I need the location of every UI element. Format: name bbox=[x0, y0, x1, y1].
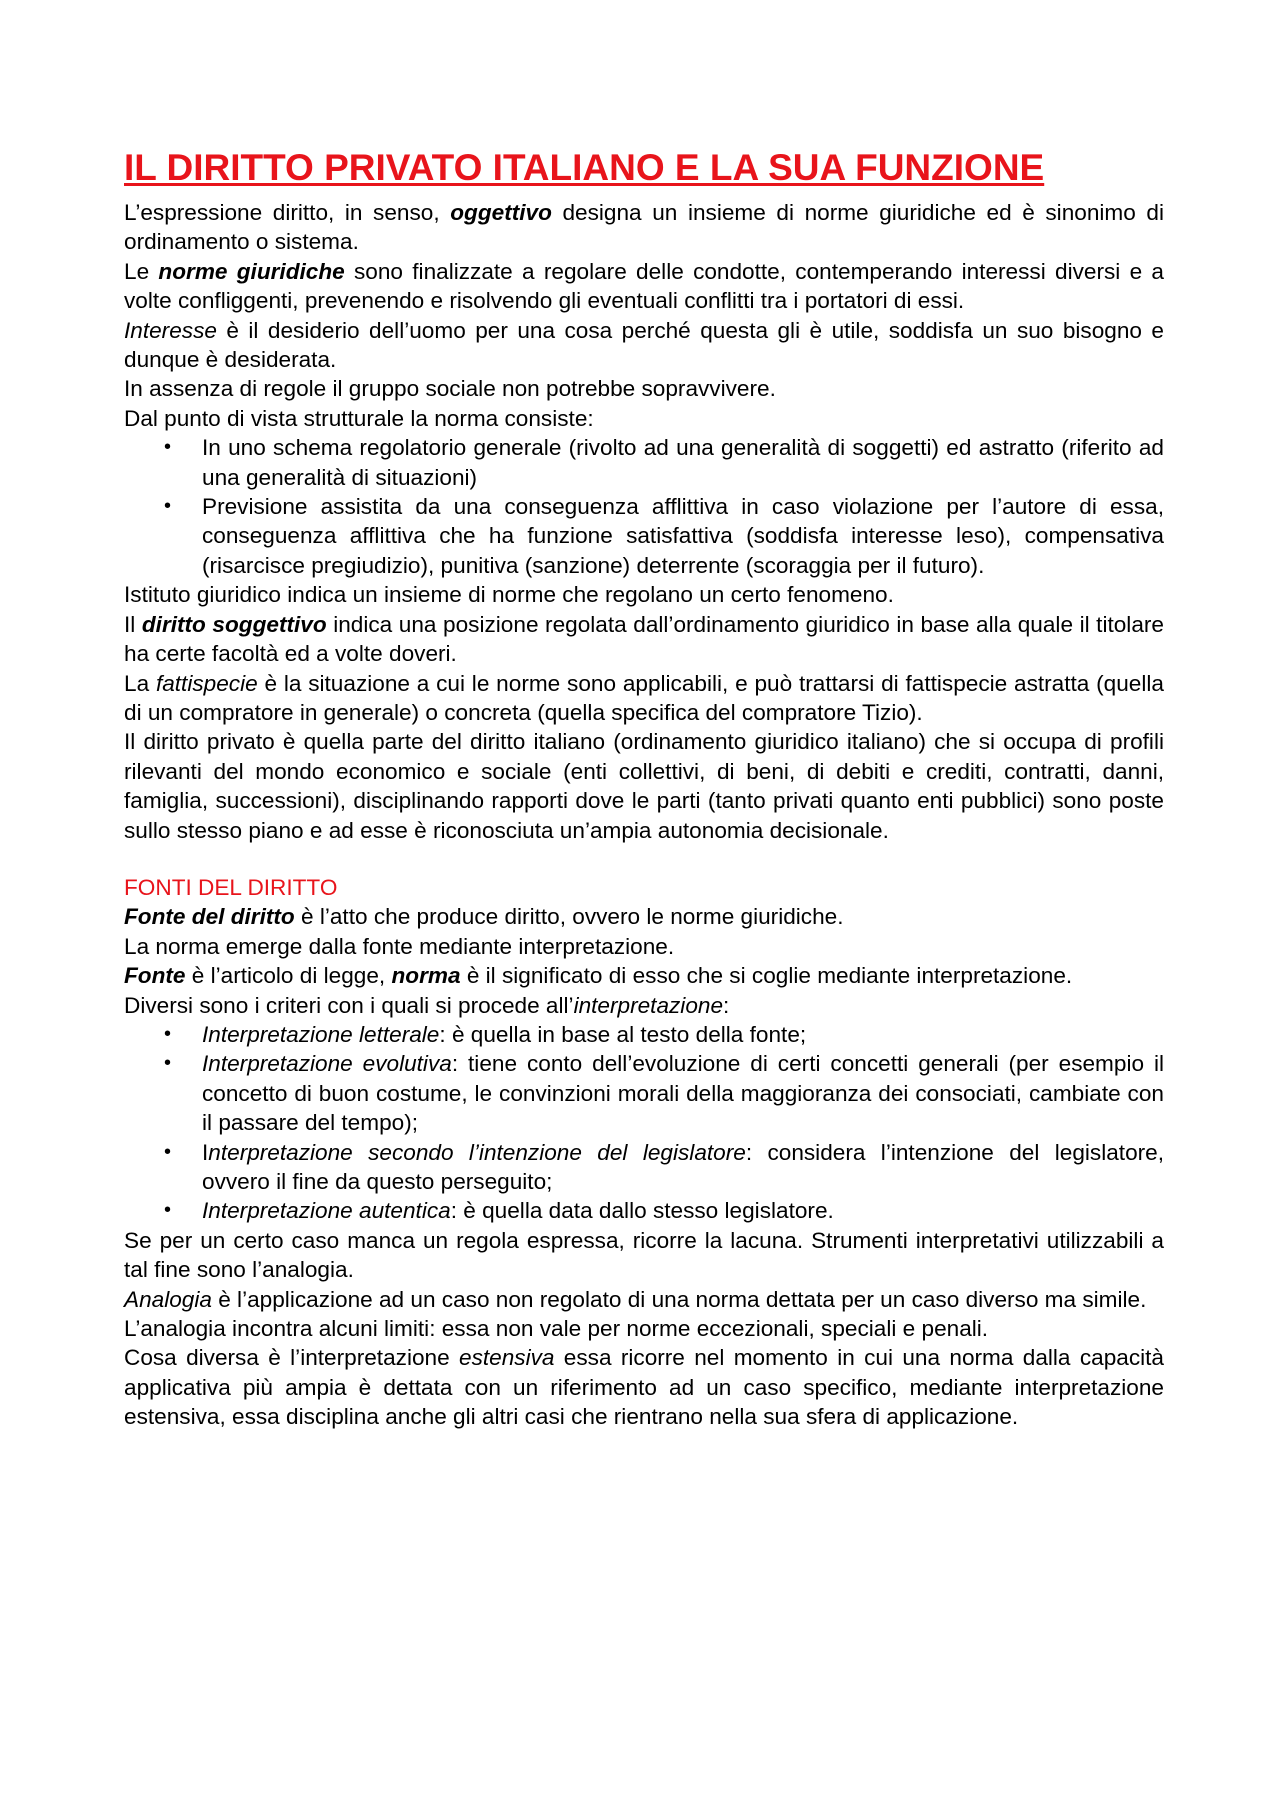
term-interpretazione: interpretazione bbox=[573, 992, 724, 1018]
paragraph-estensiva bbox=[124, 1343, 1164, 1431]
term-estensiva: estensiva bbox=[459, 1345, 555, 1371]
text-segment: è l’atto che produce diritto, ovvero le norme giuridiche. bbox=[294, 904, 844, 930]
term-fattispecie: fattispecie bbox=[155, 670, 258, 696]
paragraph-diritto-privato: Il diritto privato è quella parte del diritto italiano (ordinamento giuridico italiano) che si occupa di profili rilevanti del mondo economico e sociale (enti collettivi, di beni, di debiti e crediti, contratti, danni, famiglia, successioni), disciplinando rapporti dove le parti (tanto privati quanto enti pubblici) sono poste sullo stesso piano e ad esse è riconosciuta un’ampia autonomia decisionale. bbox=[124, 729, 1164, 843]
list-item-term: nterpretazione secondo l’intenzione del legislatore bbox=[208, 1139, 746, 1165]
paragraph-diritto-soggettivo bbox=[124, 610, 1164, 669]
term-analogia: Analogia bbox=[124, 1286, 212, 1312]
text-segment: Il bbox=[124, 611, 142, 637]
list-item: • In uno schema regolatorio generale (rivolto ad una generalità di soggetti) ed astratto (riferito ad una generalità di situazioni) bbox=[202, 433, 1164, 492]
term-norme-giuridiche: norme giuridiche bbox=[158, 258, 345, 284]
paragraph-punto-di-vista: Dal punto di vista strutturale la norma consiste: bbox=[124, 405, 594, 431]
list-item bbox=[202, 1020, 1164, 1049]
document-page bbox=[124, 146, 1164, 1432]
paragraph-fonte-del-diritto bbox=[124, 902, 1164, 931]
term-diritto-soggettivo: diritto soggettivo bbox=[141, 611, 327, 637]
text-segment: : bbox=[723, 992, 730, 1018]
list-item-term: Interpretazione letterale bbox=[202, 1021, 440, 1047]
paragraph-criteri bbox=[124, 991, 1164, 1020]
text-segment: è il desiderio dell’uomo per una cosa perché questa gli è utile, soddisfa un suo bisogno e dunque è desiderata. bbox=[124, 317, 1164, 373]
paragraph-lacuna: Se per un certo caso manca un regola espressa, ricorre la lacuna. Strumenti interpretativi utilizzabili a tal fine sono l’analogia. bbox=[124, 1227, 1164, 1283]
list-item bbox=[202, 1138, 1164, 1197]
list-item-text: : tiene conto dell’evoluzione di certi concetti generali (per esempio il concetto di buon costume, le convinzioni morali della maggioranza dei consociati, cambiate con il passare del tempo); bbox=[202, 1051, 1164, 1136]
paragraph-limiti-analogia: L’analogia incontra alcuni limiti: essa non vale per norme eccezionali, speciali e penali. bbox=[124, 1316, 989, 1342]
text-segment: Le bbox=[124, 258, 159, 284]
paragraph-norme-giuridiche bbox=[124, 257, 1164, 316]
text-segment: indica una posizione regolata dall’ordinamento giuridico in base alla quale il titolare ha certe facoltà ed a volte doveri. bbox=[124, 611, 1164, 667]
paragraph-fonte-norma bbox=[124, 961, 1164, 990]
paragraph-istituto-giuridico: Istituto giuridico indica un insieme di norme che regolano un certo fenomeno. bbox=[124, 582, 894, 608]
term-oggettivo: oggettivo bbox=[450, 200, 552, 225]
list-item-text: : è quella data dallo stesso legislatore. bbox=[450, 1198, 834, 1224]
list-criteri-interpretazione bbox=[124, 1020, 1164, 1226]
text-segment: La bbox=[124, 670, 156, 696]
text-segment: è l’applicazione ad un caso non regolato di una norma dettata per un caso diverso ma simile. bbox=[211, 1286, 1147, 1312]
list-item-text: : considera l’intenzione del legislatore, ovvero il fine da questo perseguito; bbox=[202, 1139, 1164, 1194]
section-heading-fonti: FONTI DEL DIRITTO bbox=[124, 874, 338, 900]
text-segment: Cosa diversa è l’interpretazione bbox=[124, 1345, 459, 1371]
paragraph-analogia bbox=[124, 1285, 1164, 1314]
list-item: • Previsione assistita da una conseguenza afflittiva in caso violazione per l’autore di essa, conseguenza afflittiva che ha funzione satisfattiva (soddisfa interesse leso), compensativa (risarcisce pregiudizio), punitiva (sanzione) deterrente (scoraggia per il futuro). bbox=[202, 492, 1164, 580]
text-segment: L’espressione diritto, in senso, bbox=[124, 200, 451, 225]
text-segment: è la situazione a cui le norme sono applicabili, e può trattarsi di fattispecie astratta (quella di un compratore in generale) o concreta (quella specifica del compratore Tizio). bbox=[124, 670, 1164, 725]
text-segment: è l’articolo di legge, bbox=[185, 963, 392, 989]
list-item-term: Interpretazione evolutiva bbox=[202, 1051, 452, 1077]
term-fonte-del-diritto: Fonte del diritto bbox=[124, 904, 295, 930]
paragraph-interesse bbox=[124, 316, 1164, 375]
term-norma: norma bbox=[391, 963, 461, 989]
text-segment: Diversi sono i criteri con i quali si procede all’ bbox=[124, 992, 574, 1018]
list-item-term: Interpretazione autentica bbox=[202, 1198, 451, 1224]
text-segment: essa ricorre nel momento in cui una norma dalla capacità applicativa più ampia è dettata con un riferimento ad un caso specifico, mediante interpretazione estensiva, essa disciplina anche gli altri casi che rientrano nella sua sfera di applicazione. bbox=[124, 1345, 1164, 1430]
term-interesse: Interesse bbox=[124, 317, 217, 343]
paragraph-assenza-regole: In assenza di regole il gruppo sociale non potrebbe sopravvivere. bbox=[124, 376, 776, 402]
list-item-text: : è quella in base al testo della fonte; bbox=[439, 1021, 807, 1047]
term-fonte: Fonte bbox=[124, 963, 186, 989]
list-item bbox=[202, 1049, 1164, 1137]
text-segment: sono finalizzate a regolare delle condotte, contemperando interessi diversi e a volte confliggenti, prevenendo e risolvendo gli eventuali conflitti tra i portatori di essi. bbox=[124, 258, 1164, 314]
page-title: IL DIRITTO PRIVATO ITALIANO E LA SUA FUNZIONE bbox=[124, 147, 1045, 188]
list-item bbox=[202, 1196, 1164, 1225]
list-item-lead: I bbox=[202, 1139, 209, 1165]
paragraph-diritto-oggettivo bbox=[124, 198, 1164, 257]
list-struttura-norma bbox=[124, 433, 1164, 580]
text-segment: designa un insieme di norme giuridiche ed è sinonimo di ordinamento o sistema. bbox=[124, 200, 1164, 255]
paragraph-norma-emerge: La norma emerge dalla fonte mediante interpretazione. bbox=[124, 933, 675, 959]
text-segment: è il significato di esso che si coglie mediante interpretazione. bbox=[460, 963, 1073, 989]
paragraph-fattispecie bbox=[124, 669, 1164, 728]
